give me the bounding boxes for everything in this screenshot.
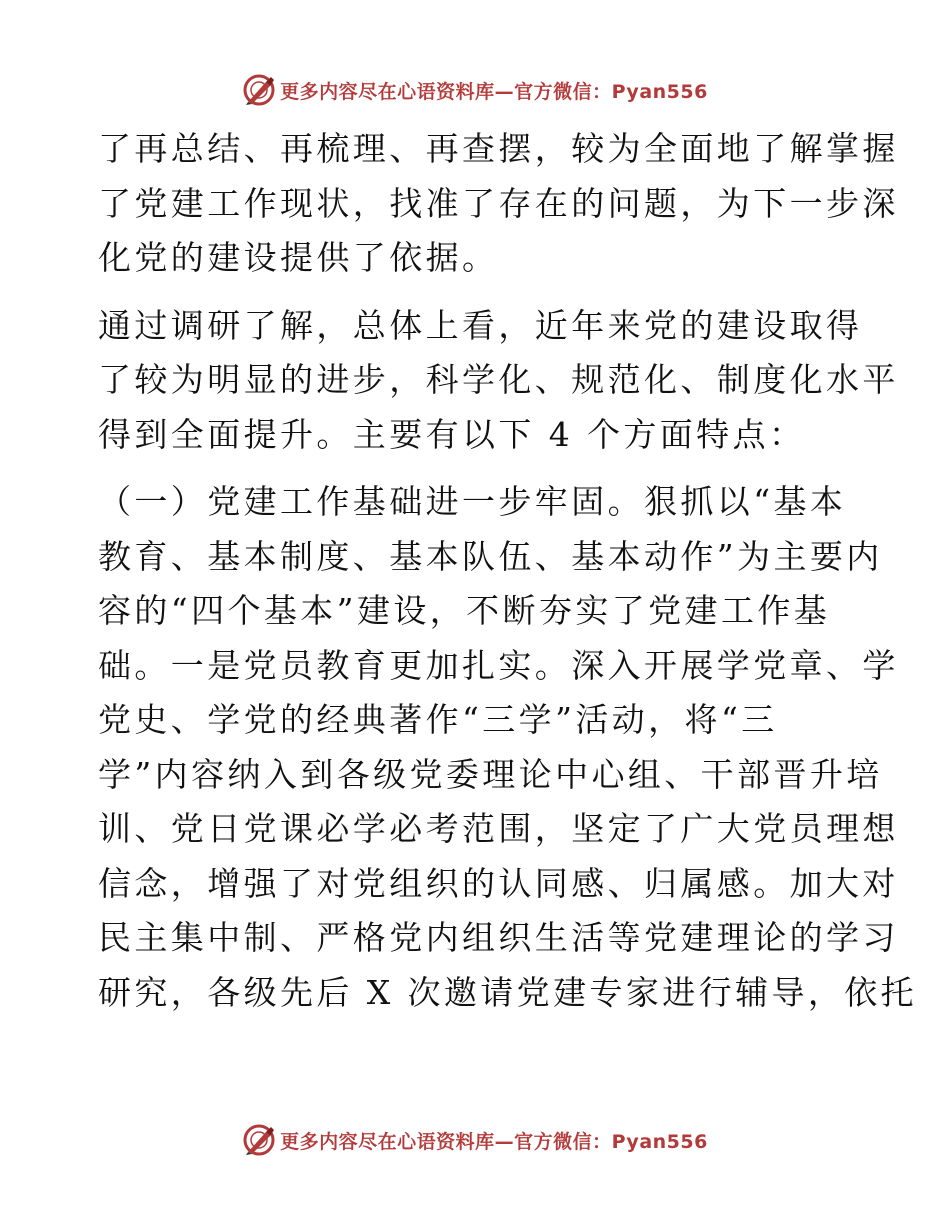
footer-banner-text: 更多内容尽在心语资料库—官方微信：Pyan556 bbox=[280, 1130, 708, 1153]
paragraph-line: 化党的建设提供了依据。 bbox=[98, 238, 499, 277]
paragraph-line: 民主集中制、严格党内组织生活等党建理论的学习 bbox=[98, 918, 899, 957]
pen-seal-logo-icon bbox=[242, 73, 276, 107]
paragraph-line: 得到全面提升。主要有以下 4 个方面特点： bbox=[98, 414, 806, 454]
paragraph bbox=[98, 475, 918, 1020]
paragraph-line: 学”内容纳入到各级党委理论中心组、干部晋升培 bbox=[98, 754, 883, 794]
paragraph-line: 训、党日党课必学必考范围，坚定了广大党员理想 bbox=[98, 809, 899, 848]
header-banner-text: 更多内容尽在心语资料库—官方微信：Pyan556 bbox=[280, 80, 708, 103]
paragraph-line: 了较为明显的进步，科学化、规范化、制度化水平 bbox=[98, 360, 899, 399]
header-banner bbox=[0, 68, 950, 112]
paragraph-line: 信念，增强了对党组织的认同感、归属感。加大对 bbox=[98, 863, 899, 903]
paragraph-line: 教育、基本制度、基本队伍、基本动作”为主要内 bbox=[98, 536, 883, 576]
paragraph-line: （一）党建工作基础进一步牢固。狠抓以“基本 bbox=[98, 482, 847, 521]
paragraph-line: 通过调研了解，总体上看，近年来党的建设取得 bbox=[98, 305, 863, 345]
paragraph-line: 了党建工作现状，找准了存在的问题，为下一步深 bbox=[98, 183, 899, 223]
footer-banner bbox=[0, 1118, 950, 1162]
paragraph-line: 容的“四个基本”建设，不断夯实了党建工作基 bbox=[98, 591, 831, 630]
paragraph bbox=[98, 122, 899, 286]
document-body bbox=[98, 122, 918, 1020]
paragraph-line: 党史、学党的经典著作“三学”活动，将“三 bbox=[98, 700, 778, 739]
paragraph bbox=[98, 299, 899, 463]
pen-seal-logo-icon bbox=[242, 1123, 276, 1157]
paragraph-line: 了再总结、再梳理、再查摆，较为全面地了解掌握 bbox=[98, 129, 899, 168]
paragraph-line: 研究，各级先后 X 次邀请党建专家进行辅导，依托 bbox=[98, 972, 918, 1012]
paragraph-line: 础。一是党员教育更加扎实。深入开展学党章、学 bbox=[98, 645, 899, 685]
